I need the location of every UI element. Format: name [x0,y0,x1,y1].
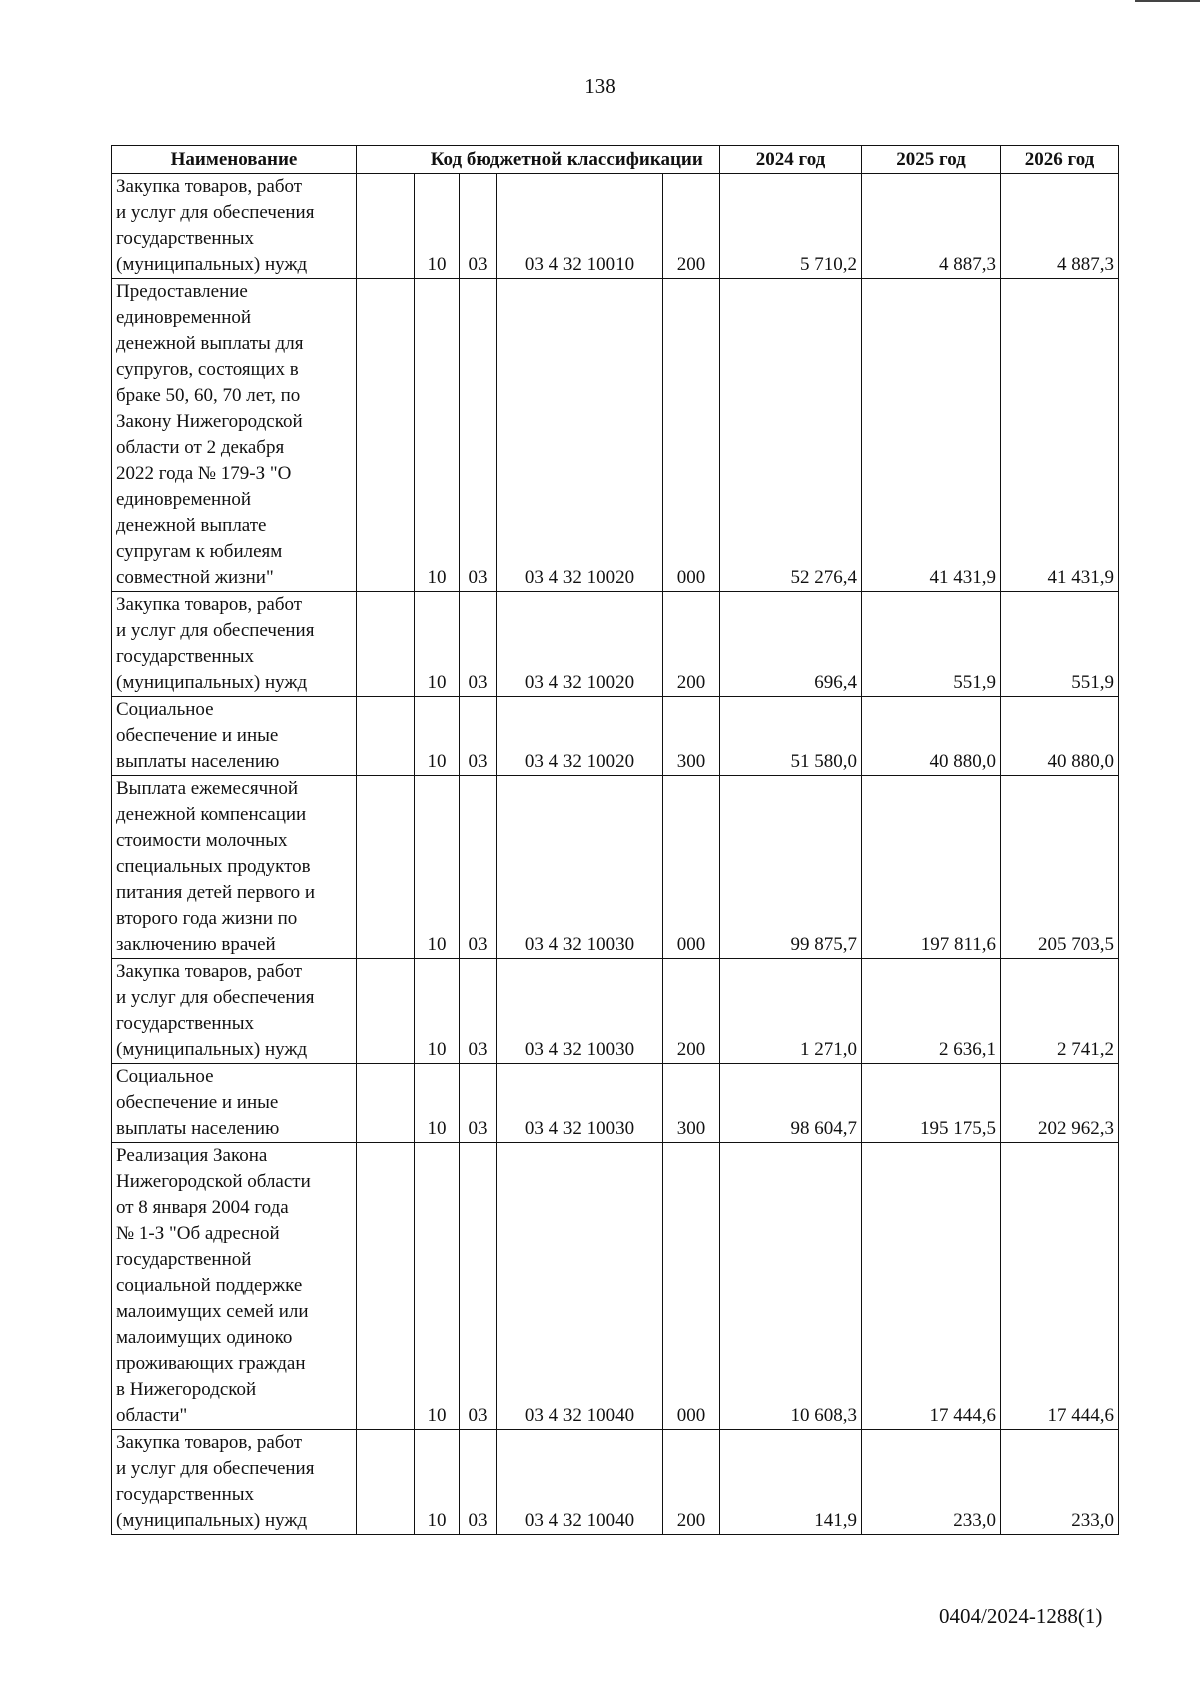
row-name-line: Выплата ежемесячной [116,778,298,799]
header-2024: 2024 год [720,146,862,174]
value-2024: 52 276,4 [720,279,862,592]
row-name-line: Нижегородской области [116,1171,311,1192]
row-name-line: и услуг для обеспечения [116,620,315,641]
row-name-line: Предоставление [116,281,248,302]
row-name-line: проживающих граждан [116,1353,306,1374]
section-code: 10 [415,1430,460,1535]
row-name [112,1430,357,1535]
target-article-code: 03 4 32 10020 [497,592,663,697]
section-code: 10 [415,279,460,592]
header-row [112,146,1119,174]
value-2026: 41 431,9 [1001,279,1119,592]
value-2024: 1 271,0 [720,959,862,1064]
page-number: 138 [584,74,616,98]
value-2026: 40 880,0 [1001,697,1119,776]
row-name-line: питания детей первого и [116,882,316,903]
target-article-code: 03 4 32 10020 [497,697,663,776]
row-name [112,279,357,592]
target-article-code: 03 4 32 10040 [497,1430,663,1535]
row-spacer-cell [357,592,415,697]
row-spacer-cell [357,174,415,279]
value-2026: 202 962,3 [1001,1064,1119,1143]
expense-type-code: 300 [663,697,720,776]
expense-type-code: 000 [663,776,720,959]
section-code: 10 [415,776,460,959]
expense-type-code: 200 [663,174,720,279]
table-row [112,174,1119,279]
value-2025: 197 811,6 [862,776,1001,959]
row-name-line: от 8 января 2004 года [116,1197,289,1218]
value-2026: 4 887,3 [1001,174,1119,279]
row-name-line: малоимущих семей или [116,1301,309,1322]
scan-edge-mark [1135,0,1200,2]
row-name-line: Закупка товаров, работ [116,176,303,197]
subsection-code: 03 [460,959,497,1064]
row-spacer-cell [357,279,415,592]
subsection-code: 03 [460,279,497,592]
row-name-line: социальной поддержке [116,1275,303,1296]
value-2024: 696,4 [720,592,862,697]
value-2025: 41 431,9 [862,279,1001,592]
row-name-line: малоимущих одиноко [116,1327,293,1348]
row-name-line: государственных [116,1013,255,1034]
row-name-line: супругам к юбилеям [116,541,283,562]
row-name [112,776,357,959]
target-article-code: 03 4 32 10010 [497,174,663,279]
row-spacer-cell [357,1064,415,1143]
row-name-line: заключению врачей [116,934,276,955]
row-name [112,959,357,1064]
row-name-line: второго года жизни по [116,908,298,929]
row-name-line: № 1-З "Об адресной [116,1223,280,1244]
subsection-code: 03 [460,1430,497,1535]
header-spacer [357,146,415,174]
value-2026: 551,9 [1001,592,1119,697]
section-code: 10 [415,697,460,776]
row-name-line: супругов, состоящих в [116,359,299,380]
row-spacer-cell [357,697,415,776]
row-name-line: (муниципальных) нужд [116,672,308,693]
value-2025: 233,0 [862,1430,1001,1535]
row-name-line: выплаты населению [116,1118,280,1139]
value-2026: 2 741,2 [1001,959,1119,1064]
header-2025: 2025 год [862,146,1001,174]
section-code: 10 [415,592,460,697]
row-name-line: Закону Нижегородской [116,411,303,432]
row-name-line: Социальное [116,699,214,720]
table-body [112,174,1119,1535]
table-row [112,279,1119,592]
value-2025: 17 444,6 [862,1143,1001,1430]
expense-type-code: 000 [663,279,720,592]
section-code: 10 [415,1143,460,1430]
table-row [112,1143,1119,1430]
row-name [112,1143,357,1430]
table-row [112,1064,1119,1143]
row-spacer-cell [357,959,415,1064]
row-name [112,174,357,279]
row-name-line: 2022 года № 179-З "О [116,463,292,484]
row-name-line: совместной жизни" [116,567,274,588]
row-spacer-cell [357,776,415,959]
value-2025: 195 175,5 [862,1064,1001,1143]
target-article-code: 03 4 32 10020 [497,279,663,592]
value-2026: 205 703,5 [1001,776,1119,959]
target-article-code: 03 4 32 10040 [497,1143,663,1430]
table-row [112,959,1119,1064]
document-id: 0404/2024-1288(1) [939,1604,1103,1628]
header-2026: 2026 год [1001,146,1119,174]
row-name-line: браке 50, 60, 70 лет, по [116,385,301,406]
subsection-code: 03 [460,697,497,776]
table-row [112,1430,1119,1535]
subsection-code: 03 [460,1143,497,1430]
subsection-code: 03 [460,592,497,697]
table-row [112,776,1119,959]
subsection-code: 03 [460,174,497,279]
expense-type-code: 200 [663,592,720,697]
row-name-line: (муниципальных) нужд [116,1039,308,1060]
row-name-line: и услуг для обеспечения [116,202,315,223]
row-spacer-cell [357,1430,415,1535]
row-name-line: (муниципальных) нужд [116,1510,308,1531]
row-name [112,697,357,776]
value-2024: 5 710,2 [720,174,862,279]
value-2024: 141,9 [720,1430,862,1535]
row-name-line: Закупка товаров, работ [116,1432,303,1453]
row-name-line: государственной [116,1249,252,1270]
value-2025: 551,9 [862,592,1001,697]
row-name-line: единовременной [116,489,252,510]
expense-type-code: 300 [663,1064,720,1143]
value-2024: 10 608,3 [720,1143,862,1430]
row-name-line: государственных [116,1484,255,1505]
row-name-line: специальных продуктов [116,856,311,877]
header-code: Код бюджетной классификации [415,146,720,174]
row-name-line: Социальное [116,1066,214,1087]
budget-table [111,145,1119,1535]
subsection-code: 03 [460,1064,497,1143]
row-name-line: и услуг для обеспечения [116,987,315,1008]
row-name-line: обеспечение и иные [116,725,279,746]
value-2025: 4 887,3 [862,174,1001,279]
row-name-line: в Нижегородской [116,1379,257,1400]
row-name-line: денежной выплаты для [116,333,304,354]
value-2024: 51 580,0 [720,697,862,776]
row-name-line: денежной компенсации [116,804,307,825]
row-name [112,592,357,697]
row-name-line: обеспечение и иные [116,1092,279,1113]
expense-type-code: 000 [663,1143,720,1430]
value-2025: 40 880,0 [862,697,1001,776]
row-name-line: государственных [116,228,255,249]
row-name-line: стоимости молочных [116,830,288,851]
row-name-line: области" [116,1405,188,1426]
value-2026: 233,0 [1001,1430,1119,1535]
row-spacer-cell [357,1143,415,1430]
row-name-line: (муниципальных) нужд [116,254,308,275]
section-code: 10 [415,174,460,279]
row-name-line: Закупка товаров, работ [116,961,303,982]
header-name: Наименование [112,146,357,174]
row-name-line: выплаты населению [116,751,280,772]
target-article-code: 03 4 32 10030 [497,776,663,959]
row-name [112,1064,357,1143]
subsection-code: 03 [460,776,497,959]
value-2024: 99 875,7 [720,776,862,959]
table-row [112,592,1119,697]
value-2025: 2 636,1 [862,959,1001,1064]
target-article-code: 03 4 32 10030 [497,1064,663,1143]
row-name-line: единовременной [116,307,252,328]
expense-type-code: 200 [663,1430,720,1535]
row-name-line: Реализация Закона [116,1145,268,1166]
target-article-code: 03 4 32 10030 [497,959,663,1064]
row-name-line: государственных [116,646,255,667]
table-row [112,697,1119,776]
value-2026: 17 444,6 [1001,1143,1119,1430]
row-name-line: денежной выплате [116,515,267,536]
row-name-line: области от 2 декабря [116,437,285,458]
expense-type-code: 200 [663,959,720,1064]
row-name-line: и услуг для обеспечения [116,1458,315,1479]
section-code: 10 [415,1064,460,1143]
section-code: 10 [415,959,460,1064]
row-name-line: Закупка товаров, работ [116,594,303,615]
value-2024: 98 604,7 [720,1064,862,1143]
